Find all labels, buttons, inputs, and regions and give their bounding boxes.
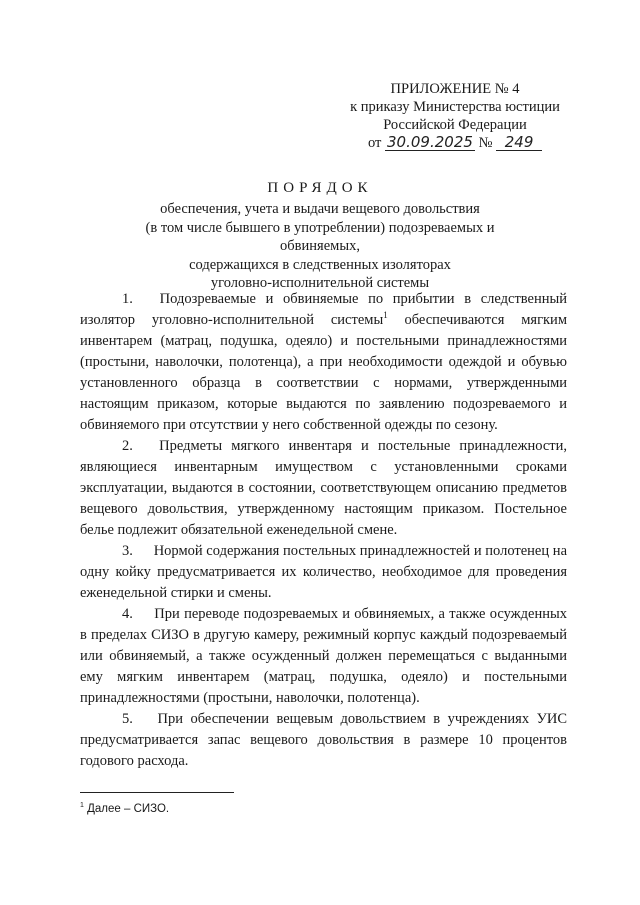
paragraph-number: 2.	[122, 438, 133, 454]
paragraph-3	[80, 541, 567, 604]
date-prefix: от	[367, 135, 382, 151]
paragraph-4	[80, 604, 567, 709]
document-body	[80, 289, 567, 772]
appendix-federation: Российской Федерации	[383, 117, 527, 133]
paragraph-number: 3.	[122, 543, 133, 559]
appendix-title: ПРИЛОЖЕНИЕ № 4	[390, 81, 520, 97]
footnote-mark: 1	[80, 802, 84, 810]
paragraph-text: Нормой содержания постельных принадлежностей и полотенец на одну койку предусматривается их количество, необходимое для проведения еженедельной стирки и смены.	[80, 543, 568, 601]
footnote-divider	[80, 792, 234, 793]
handwritten-date: 30.09.2025	[385, 134, 475, 151]
paragraph-text: Предметы мягкого инвентаря и постельные принадлежности, являющиеся инвентарным имуществом с установленными сроками эксплуатации, выдаются в состоянии, соответствующем описанию предметов вещевого довольствия, утвержденному настоящим приказом. Постельное белье подлежит обязательной еженедельной смене.	[80, 438, 567, 538]
subtitle-line: уголовно-исполнительной системы	[210, 275, 430, 291]
paragraph-number: 4.	[122, 606, 133, 622]
document-title: ПОРЯДОК	[267, 180, 373, 196]
paragraph-1	[80, 289, 567, 436]
appendix-date-line	[330, 134, 580, 152]
handwritten-number: 249	[496, 134, 542, 151]
paragraph-number: 5.	[122, 711, 133, 727]
footnote-ref: 1	[383, 310, 388, 321]
appendix-order-ref: к приказу Министерства юстиции	[350, 99, 560, 115]
document-subtitle	[120, 200, 520, 293]
subtitle-line: обеспечения, учета и выдачи вещевого довольствия	[160, 201, 480, 217]
paragraph-2	[80, 436, 567, 541]
paragraph-5	[80, 709, 567, 772]
footnote	[80, 803, 169, 815]
paragraph-text: При обеспечении вещевым довольствием в учреждениях УИС предусматривается запас вещевого довольствия в размере 10 процентов годового расхода.	[80, 711, 568, 769]
appendix-header	[330, 80, 580, 152]
paragraph-text: При переводе подозреваемых и обвиняемых, а также осужденных в пределах СИЗО в другую камеру, режимный корпус каждый подозреваемый или обвиняемый, а также осужденный должен перемещаться с выданными ему мягким инвентарем (матрац, подушка, одеяло) и постельными принадлежностями (простыни, наволочки, полотенца).	[80, 606, 568, 706]
subtitle-line: содержащихся в следственных изоляторах	[189, 256, 451, 273]
paragraph-text: Подозреваемые и обвиняемые по прибытии в следственный изолятор уголовно-исполнительной системы	[80, 291, 568, 328]
footnote-text: Далее – СИЗО.	[83, 803, 170, 815]
subtitle-line: (в том числе бывшего в употреблении) подозреваемых и обвиняемых,	[145, 219, 495, 254]
paragraph-text: обеспечиваются мягким инвентарем (матрац, подушка, одеяло) и постельными принадлежностями (простыни, наволочки, полотенца), а при необходимости одеждой и обувью установленного образца в соответствии с нормами, утвержденными настоящим приказом, которые выдаются по заявлению подозреваемого и обвиняемого при отсутствии у него собственной одежды по сезону.	[80, 312, 567, 433]
paragraph-number: 1.	[122, 291, 133, 307]
number-sign: №	[478, 135, 493, 151]
